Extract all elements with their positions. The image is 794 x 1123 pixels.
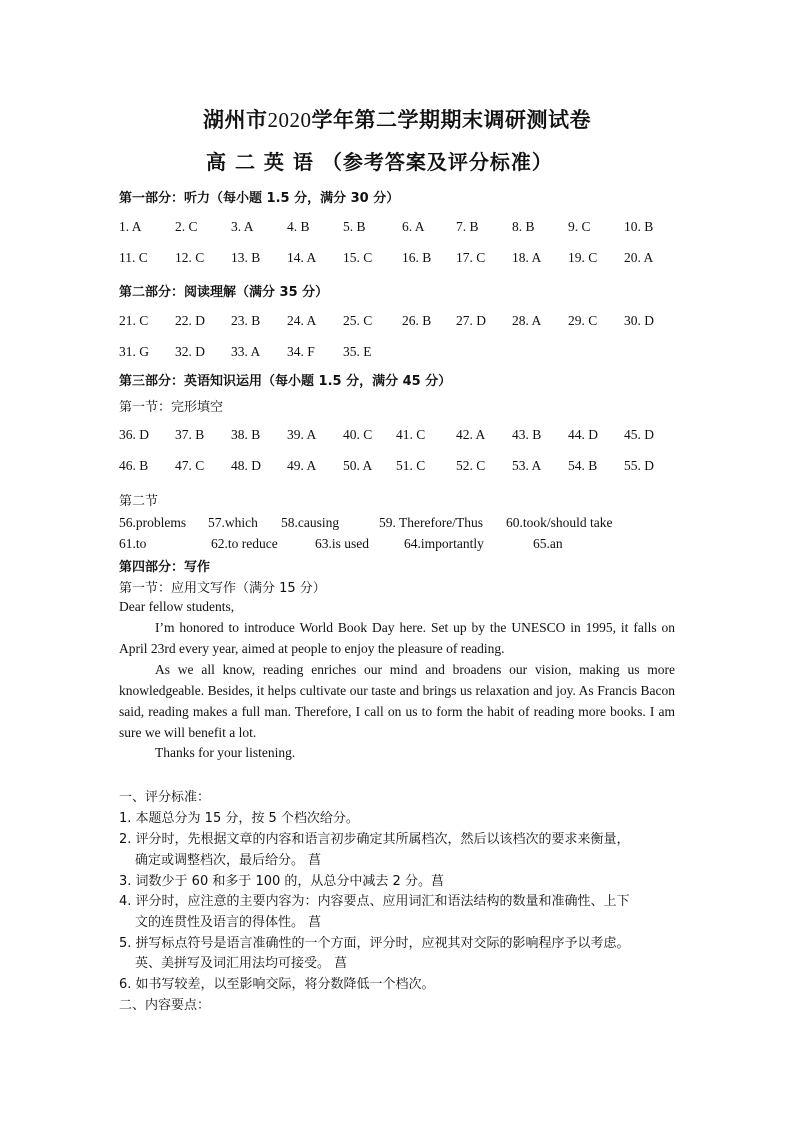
essay-greeting: Dear fellow students, [119, 599, 235, 614]
answer-cell: 29. C [568, 313, 598, 328]
criteria-item-1: 1. 本题总分为 15 分，按 5 个档次给分。 [119, 811, 359, 826]
answer-cell: 52. C [456, 458, 486, 473]
answer-cell: 24. A [287, 313, 317, 328]
fill-answer: 62.to reduce [211, 536, 278, 551]
answer-cell: 5. B [343, 219, 366, 234]
answer-cell: 30. D [624, 313, 654, 328]
answer-cell: 33. A [231, 344, 261, 359]
exam-subtitle: 高 二 英 语 （参考答案及评分标准） [206, 150, 553, 174]
criteria-item-4-cont: 文的连贯性及语言的得体性。 菖 [135, 915, 322, 930]
fill-answer: 63.is used [315, 536, 369, 551]
fill-answer: 57.which [208, 515, 258, 530]
part4-section1-title: 第一节：应用文写作（满分 15 分） [119, 581, 326, 596]
fill-answer: 60.took/should take [506, 515, 613, 530]
answer-cell: 34. F [287, 344, 315, 359]
answer-cell: 51. C [396, 458, 426, 473]
content-points-heading: 二、内容要点： [119, 998, 211, 1013]
essay-closing: Thanks for your listening. [155, 745, 296, 760]
answer-cell: 15. C [343, 250, 373, 265]
answer-cell: 20. A [624, 250, 654, 265]
fill-answer: 56.problems [119, 515, 187, 530]
part3-heading: 第三部分：英语知识运用（每小题 1.5 分，满分 45 分） [119, 374, 452, 389]
answer-cell: 40. C [343, 427, 373, 442]
fill-answer: 59. Therefore/Thus [379, 515, 483, 530]
part3-section1-title: 第一节：完形填空 [119, 400, 224, 415]
criteria-item-5: 5. 拼写标点符号是语言准确性的一个方面，评分时，应视其对交际的影响程序予以考虑。 [119, 936, 630, 951]
answer-cell: 17. C [456, 250, 486, 265]
answer-cell: 18. A [512, 250, 542, 265]
answer-cell: 3. A [231, 219, 254, 234]
answer-cell: 19. C [568, 250, 598, 265]
part4-heading: 第四部分：写作 [119, 560, 211, 575]
answer-cell: 6. A [402, 219, 425, 234]
answer-cell: 12. C [175, 250, 205, 265]
answer-cell: 47. C [175, 458, 205, 473]
criteria-item-5-cont: 英、美拼写及词汇用法均可接受。 菖 [135, 956, 348, 971]
essay-paragraph-1: I’m honored to introduce World Book Day here. Set up by the UNESCO in 1995, it falls on April 23rd every year, aimed at people to enjoy the pleasure of reading. [119, 620, 675, 656]
answer-cell: 26. B [402, 313, 432, 328]
answer-cell: 21. C [119, 313, 149, 328]
answer-cell: 35. E [343, 344, 372, 359]
answer-cell: 25. C [343, 313, 373, 328]
answer-cell: 10. B [624, 219, 654, 234]
title-year: 2020 [267, 108, 312, 132]
answer-cell: 38. B [231, 427, 261, 442]
fill-answer: 65.an [533, 536, 563, 551]
part1-heading: 第一部分：听力（每小题 1.5 分，满分 30 分） [119, 191, 400, 206]
answer-cell: 1. A [119, 219, 142, 234]
answer-cell: 16. B [402, 250, 432, 265]
title-city: 湖州市 [203, 107, 268, 132]
answer-cell: 36. D [119, 427, 149, 442]
answer-cell: 28. A [512, 313, 542, 328]
answer-cell: 46. B [119, 458, 149, 473]
answer-cell: 50. A [343, 458, 373, 473]
answer-cell: 8. B [512, 219, 535, 234]
criteria-item-3: 3. 词数少于 60 和多于 100 的，从总分中减去 2 分。菖 [119, 874, 444, 889]
answer-cell: 49. A [287, 458, 317, 473]
fill-answer: 64.importantly [404, 536, 484, 551]
answer-cell: 11. C [119, 250, 148, 265]
answer-cell: 44. D [568, 427, 598, 442]
answer-cell: 22. D [175, 313, 205, 328]
part2-heading: 第二部分：阅读理解（满分 35 分） [119, 285, 329, 300]
answer-cell: 9. C [568, 219, 591, 234]
answer-cell: 2. C [175, 219, 198, 234]
exam-title [0, 104, 794, 134]
essay-paragraph-2: As we all know, reading enriches our mind and broadens our vision, making us more knowledgeable. Besides, it helps cultivate our taste and brings us relaxation and joy. As Francis Bacon said, reading makes a full man. Therefore, I call on us to form the habit of reading more books. I am sure we will benefit a lot. [119, 662, 675, 740]
fill-answer: 61.to [119, 536, 147, 551]
fill-answer: 58.causing [281, 515, 340, 530]
criteria-heading: 一、评分标准： [119, 790, 211, 805]
answer-cell: 43. B [512, 427, 542, 442]
answer-cell: 27. D [456, 313, 486, 328]
answer-cell: 55. D [624, 458, 654, 473]
answer-cell: 45. D [624, 427, 654, 442]
answer-cell: 39. A [287, 427, 317, 442]
criteria-item-4: 4. 评分时，应注意的主要内容为：内容要点、应用词汇和语法结构的数量和准确性、上下 [119, 894, 630, 909]
answer-cell: 53. A [512, 458, 542, 473]
answer-cell: 48. D [231, 458, 261, 473]
answer-cell: 41. C [396, 427, 426, 442]
part3-section2-title: 第二节 [119, 494, 159, 509]
answer-cell: 31. G [119, 344, 149, 359]
title-rest: 学年第二学期期末调研测试卷 [311, 107, 591, 132]
answer-cell: 37. B [175, 427, 205, 442]
answer-cell: 14. A [287, 250, 317, 265]
answer-cell: 7. B [456, 219, 479, 234]
answer-cell: 42. A [456, 427, 486, 442]
answer-cell: 13. B [231, 250, 261, 265]
answer-cell: 4. B [287, 219, 310, 234]
answer-cell: 32. D [175, 344, 205, 359]
criteria-item-2-cont: 确定或调整档次，最后给分。 菖 [135, 853, 322, 868]
answer-cell: 23. B [231, 313, 261, 328]
criteria-item-2: 2. 评分时，先根据文章的内容和语言初步确定其所属档次，然后以该档次的要求来衡量， [119, 832, 630, 847]
answer-cell: 54. B [568, 458, 598, 473]
criteria-item-6: 6. 如书写较差，以至影响交际，将分数降低一个档次。 [119, 977, 435, 992]
